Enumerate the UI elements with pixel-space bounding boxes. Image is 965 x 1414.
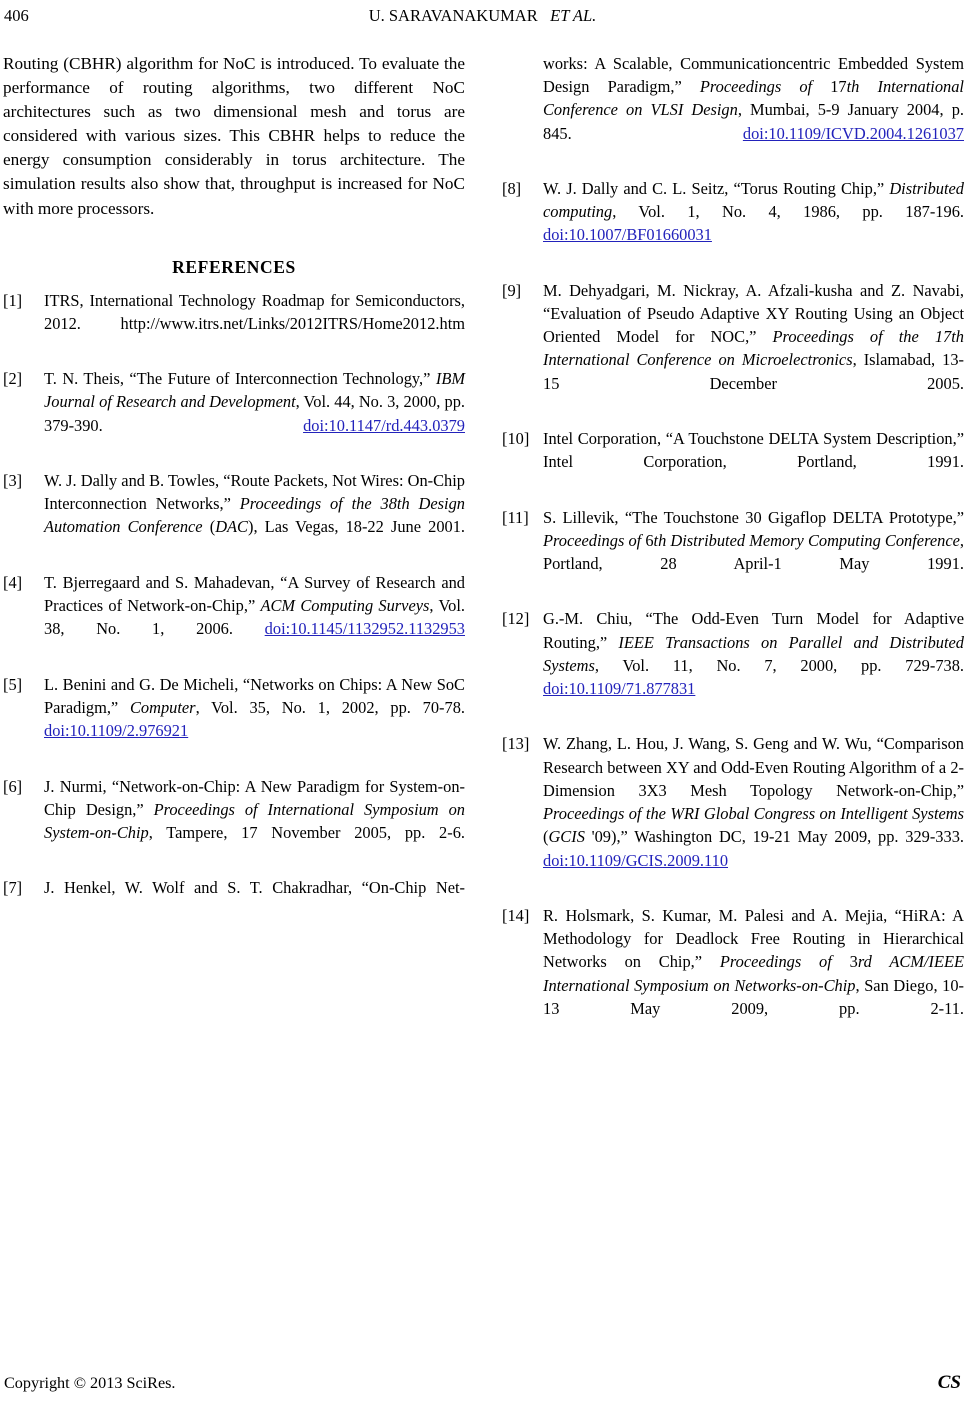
reference-source-title: Proceedings of International Symposium on System-on-Chip	[44, 799, 465, 842]
running-head	[0, 6, 965, 28]
reference-number: [7]	[3, 878, 23, 898]
reference-text-run: , Vol. 35, No. 1, 2002, pp. 70-78.	[195, 697, 466, 717]
reference-list-right	[502, 177, 964, 1043]
doi-link[interactable]: doi:10.1109/2.976921	[44, 721, 189, 741]
reference-text	[543, 52, 964, 168]
reference-source-title: ACM Computing Surveys	[260, 596, 430, 616]
reference-text-run: W. J. Dally and B. Towles, “Route Packets, Not Wires: On-Chip Interconnection Networks,”	[44, 471, 465, 514]
reference-text-run: M. Dehyadgari, M. Nickray, A. Afzali-kusha and Z. Navabi, “Evaluation of Pseudo Adaptive XY Routing Using an Object Oriented Model for NOC,”	[543, 280, 964, 347]
reference-item	[502, 279, 964, 418]
reference-item	[3, 673, 465, 766]
reference-text-run: 3	[849, 952, 858, 972]
reference-text-run: works: A Scalable, Communicationcentric Embedded System Design Paradigm,”	[543, 54, 964, 97]
reference-text-run: , Mumbai, 5-9 January 2004, p. 845.	[543, 100, 964, 143]
reference-text-run: J. Nurmi, “Network-on-Chip: A New Paradigm for System-on-Chip Design,”	[44, 776, 465, 819]
reference-text-run: , Portland, 28 April-1 May 1991.	[543, 530, 964, 574]
reference-source-title: Proceedings of	[719, 952, 850, 972]
reference-item	[3, 876, 465, 922]
reference-text	[543, 607, 964, 723]
reference-source-title: th International Conference on VLSI Design	[543, 77, 964, 120]
doi-link[interactable]: doi:10.1147/rd.443.0379	[303, 415, 465, 435]
reference-item	[3, 469, 465, 562]
reference-text-run: , Islamabad, 13-15 December 2005.	[543, 350, 964, 393]
reference-text-run: , Tampere, 17 November 2005, pp. 2-6.	[148, 822, 465, 842]
reference-text	[44, 876, 465, 922]
reference-number: [8]	[502, 179, 522, 199]
reference-source-title: Proceedings of the 38th Design Automation Conference	[44, 494, 465, 537]
reference-text-run: G.-M. Chiu, “The Odd-Even Turn Model for Adaptive Routing,”	[543, 609, 964, 652]
reference-item	[502, 177, 964, 270]
reference-source-title: Computer	[129, 697, 196, 717]
reference-number: [9]	[502, 280, 522, 300]
reference-text	[44, 673, 465, 766]
reference-number: [1]	[3, 290, 23, 310]
reference-item	[502, 427, 964, 497]
reference-text	[44, 469, 465, 562]
reference-source-title: Proceedings of	[699, 77, 831, 97]
reference-number: [12]	[502, 609, 530, 629]
doi-link[interactable]: doi:10.1109/ICVD.2004.1261037	[742, 123, 964, 143]
reference-item	[502, 732, 964, 894]
reference-text	[44, 775, 465, 868]
continued-paragraph: Routing (CBHR) algorithm for NoC is introduced. To evaluate the performance of routing algorithms, two different NoC architectures such as two dimensional mesh and torus are considered with various sizes. This CBHR helps to reduce the energy consumption considerably in torus architecture. The simulation results also show that, throughput is increased for NoC with more processors.	[3, 54, 465, 218]
doi-link[interactable]: doi:10.1109/71.877831	[543, 679, 696, 699]
reference-text-run: L. Benini and G. De Micheli, “Networks on Chips: A New SoC Paradigm,”	[44, 674, 465, 717]
reference-text-run: (	[543, 827, 549, 847]
reference-number: [10]	[502, 429, 530, 449]
reference-text-run: 17	[830, 77, 847, 97]
reference-continued	[502, 52, 964, 168]
reference-text-run: W. Zhang, L. Hou, J. Wang, S. Geng and W. Wu, “Comparison Research between XY and Odd-Even Routing Algorithm of a 2-Dimension 3X3 Mesh Topology Network-on-Chip,”	[543, 734, 964, 800]
reference-text	[543, 732, 964, 894]
reference-source-title: Proceedings of	[543, 530, 646, 550]
reference-item	[502, 506, 964, 599]
running-head-author: U. SARAVANAKUMAR	[368, 6, 538, 25]
reference-source-title: th Distributed Memory Computing Conference	[653, 530, 960, 550]
reference-text-run: , Vol. 38, No. 1, 2006.	[44, 596, 466, 639]
reference-item	[3, 775, 465, 868]
doi-link[interactable]: doi:10.1007/BF01660031	[543, 225, 712, 245]
doi-link[interactable]: doi:10.1109/GCIS.2009.110	[543, 850, 729, 870]
reference-item	[3, 367, 465, 460]
reference-text-run: ), Las Vegas, 18-22 June 2001.	[247, 517, 466, 537]
doi-link[interactable]: doi:10.1145/1132952.1132953	[264, 619, 465, 639]
reference-source-title: Distributed computing	[543, 179, 964, 222]
reference-text-run: ITRS, International Technology Roadmap for Semiconductors, 2012. http://www.itrs.net/Links/2012ITRS/Home2012.htm	[44, 290, 465, 333]
reference-text	[543, 506, 964, 599]
reference-text	[543, 177, 964, 270]
reference-number: [3]	[3, 471, 23, 491]
reference-number: [2]	[3, 369, 23, 389]
reference-text-run: , Vol. 11, No. 7, 2000, pp. 729-738.	[594, 655, 964, 675]
reference-text	[543, 904, 964, 1043]
reference-list-left	[3, 289, 465, 923]
reference-number: [13]	[502, 734, 530, 754]
reference-item	[502, 607, 964, 723]
reference-source-title: GCIS	[548, 827, 592, 847]
reference-item	[502, 904, 964, 1043]
references-heading: REFERENCES	[172, 256, 296, 277]
reference-source-title: DAC	[215, 517, 248, 537]
reference-source-title: rd ACM/IEEE International Symposium on Networks-on-Chip	[543, 952, 964, 995]
reference-text	[543, 427, 964, 497]
reference-text-run: Intel Corporation, “A Touchstone DELTA System Description,” Intel Corporation, Portland, 1991.	[543, 429, 964, 472]
reference-text-run: T. Bjerregaard and S. Mahadevan, “A Survey of Research and Practices of Network-on-Chip,”	[44, 572, 465, 616]
reference-number: [4]	[3, 572, 23, 592]
reference-text-run: S. Lillevik, “The Touchstone 30 Gigaflop DELTA Prototype,”	[543, 507, 964, 527]
reference-number: [5]	[3, 674, 23, 694]
running-head-etal: ET AL.	[550, 6, 597, 25]
reference-text-run: R. Holsmark, S. Kumar, M. Palesi and A. Mejia, “HiRA: A Methodology for Deadlock Free Routing in Hierarchical Networks on Chip,”	[543, 905, 964, 972]
reference-text	[44, 289, 465, 359]
copyright-notice: Copyright © 2013 SciRes.	[4, 1374, 176, 1392]
reference-source-title: IBM Journal of Research and Development	[44, 369, 465, 412]
reference-text-run: , Vol. 44, No. 3, 2000, pp. 379-390.	[44, 392, 465, 435]
reference-text-run: , Vol. 1, No. 4, 1986, pp. 187-196.	[612, 202, 964, 222]
reference-text-run: 6	[645, 530, 654, 550]
running-head-title	[0, 6, 965, 26]
reference-text-run: J. Henkel, W. Wolf and S. T. Chakradhar, “On-Chip Net-	[44, 878, 465, 898]
reference-text-run: T. N. Theis, “The Future of Interconnection Technology,”	[44, 369, 436, 389]
reference-text-run: '09),” Washington DC, 19-21 May 2009, pp. 329-333.	[591, 827, 964, 847]
reference-item	[502, 52, 964, 168]
reference-source-title: th International Conference on Microelectronics	[543, 327, 964, 370]
reference-number: [11]	[502, 507, 529, 527]
reference-source-title: Proceedings of the WRI Global Congress on Intelligent Systems	[543, 804, 964, 824]
reference-text-run: (	[209, 517, 216, 537]
page-footer	[0, 1374, 965, 1398]
reference-text-run: , San Diego, 10-13 May 2009, pp. 2-11.	[543, 975, 964, 1018]
reference-text	[543, 279, 964, 418]
reference-text	[44, 367, 465, 460]
right-column	[502, 52, 964, 1052]
reference-text-run: W. J. Dally and C. L. Seitz, “Torus Routing Chip,”	[543, 179, 890, 199]
journal-abbreviation: CS	[937, 1372, 961, 1393]
reference-source-title: Proceedings of the 17	[772, 327, 952, 347]
reference-text	[44, 571, 465, 664]
reference-item	[3, 289, 465, 359]
reference-item	[3, 571, 465, 664]
page-number: 406	[4, 6, 29, 25]
left-column	[3, 52, 465, 932]
reference-source-title: IEEE Transactions on Parallel and Distributed Systems	[543, 632, 964, 675]
reference-number: [14]	[502, 905, 530, 925]
reference-number: [6]	[3, 776, 23, 796]
